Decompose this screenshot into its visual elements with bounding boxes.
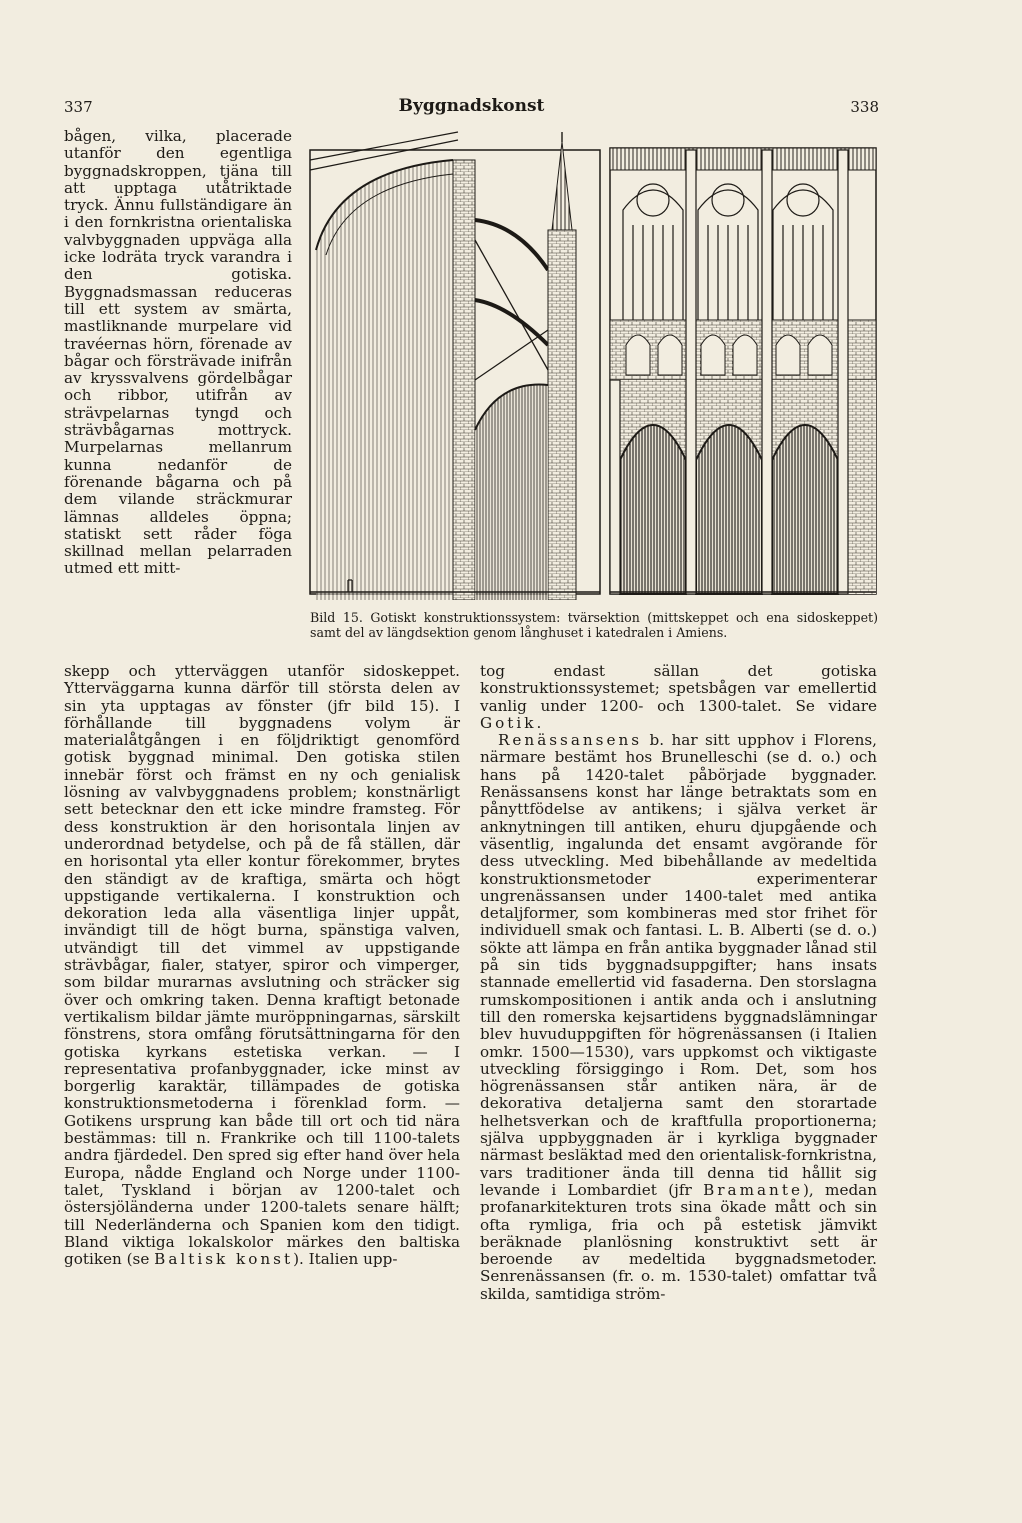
left-column <box>64 663 460 1268</box>
figure-caption: Bild 15. Gotiskt konstruktionssystem: tvärsektion (mittskeppet och ena sidoskeppet) samt del av längdsektion genom långhuset i katedralen i Amiens. <box>310 610 878 640</box>
term-renassansens: Renässansens <box>498 731 643 750</box>
page-number-left: 337 <box>64 98 93 116</box>
intro-paragraph: bågen, vilka, placerade utanför den egentliga byggnadskroppen, tjäna till att upptaga utåtriktade tryck. Ännu fullständigare än i den fornkristna orientaliska valvbyggnaden uppväga alla icke lodräta tryck varandra i den gotiska. Byggnadsmassan reduceras till ett system av smärta, mastliknande murpelare vid travéernas hörn, förenade av bågar och försträvade inifrån av kryssvalvens gördelbågar och ribbor, utifrån av strävpelarnas tyngd och strävbågarnas mottryck. Murpelarnas mellanrum kunna nedanför de förenande bågarna och på dem vilande sträckmurar lämnas alldeles öppna; statiskt sett råder föga skillnad mellan pelarraden utmed ett mitt- <box>64 127 292 578</box>
cross-reference-baltisk-konst[interactable]: Baltisk konst <box>154 1250 294 1269</box>
right-paragraph-2 <box>480 732 877 1303</box>
right-column <box>480 663 877 1303</box>
right-text-1: tog endast sällan det gotiska konstruktionssystemet; spetsbågen var emellertid vanlig under 1200- och 1300-talet. Se vidare <box>480 662 877 715</box>
intro-column <box>64 128 292 578</box>
right-text-2-end: ), medan profanarkitekturen trots sina ökade mått och sin ofta rymliga, fria och på estetisk jämvikt beräknade planlösning konstruktivt sett är beroende av medeltida byggnadsmetoder. Senrenässansen (fr. o. m. 1530-talet) omfattar två skilda, samtidiga ström- <box>480 1180 877 1303</box>
longitudinal-section <box>610 148 876 594</box>
running-title: Byggnadskonst <box>398 96 545 116</box>
left-paragraph <box>64 663 460 1268</box>
page-header <box>64 98 879 122</box>
right-text-1-end: . <box>536 713 542 732</box>
left-text: skepp och ytterväggen utanför sidoskeppet. Ytterväggarna kunna därför till största delen av sin yta upptagas av fönster (jfr bild 15). I förhållande till byggnadens volym är materialåtgången i en följdriktigt genomförd gotisk byggnad minimal. Den gotiska stilen innebär först och främst en ny och genialisk lösning av valvbyggnadens problem; konstnärligt sett betecknar den ett icke mindre framsteg. För dess konstruktion är den horisontala linjen av underordnad betydelse, och på de få ställen, där en horisontal yta eller kontur förekommer, brytes den ständigt av de kraftiga, smärta och högt uppstigande vertikalerna. I konstruktion och dekoration leda alla väsentliga linjer uppåt, invändigt till de högt burna, spänstiga valven, utvändigt till det vimmel av uppstigande strävbågar, fialer, statyer, spiror och vimperger, som bildar murarnas avslutning och sträcker sig över och omkring taken. Denna kraftigt betonade vertikalism bildar jämte muröppningarnas, särskilt fönstrens, stora omfång förutsättningarna för den gotiska kyrkans estetiska verkan. — I representativa profanbyggnader, icke minst av borgerlig karaktär, tillämpades de gotiska konstruktionsmetoderna i förenklad form. — Gotikens ursprung kan både till ort och tid nära bestämmas: till n. Frankrike och till 1100-talets andra fjärdedel. Den spred sig efter hand över hela Europa, nådde England och Norge under 1100-talet, Tyskland i början av 1200-talet och östersjöländerna under 1200-talets senare hälft; till Nederländerna och Spanien kom den tidigt. Bland viktiga lokalskolor märkes den baltiska gotiken (se <box>64 662 461 1269</box>
right-paragraph-1 <box>480 663 877 732</box>
right-text-2: b. har sitt upphov i Florens, närmare bestämt hos Brunelleschi (se d. o.) och hans på 1420-talet påbörjade byggnader. Renässansens konst har länge betraktats som en pånyttfödelse av antikens; i själva verket är anknytningen till antiken, ehuru djupgående och väsentlig, ingalunda det ensamt avgörande för dess utveckling. Med bibehållande av medeltida konstruktionsmetoder experimenterar ungrenässansen under 1400-talet med antika detaljformer, som kombineras med stor frihet för individuell smak och fantasi. L. B. Alberti (se d. o.) sökte att lämpa en från antika byggnader lånad stil på sin tids byggnadsuppgifter; hans insats stannade emellertid vid fasaderna. Den storslagna rumskompositionen i antik anda och i anslutning till den romerska kejsartidens byggnadslämningar blev huvuduppgiften för högrenässansen (i Italien omkr. 1500—1530), vars uppkomst och viktigaste utveckling försiggingo i Rom. Det, som hos högrenässansen står antiken nära, är de dekorativa detaljerna samt den storartade helhetsverkan och de kraftfulla proportionerna; själva uppbyggnaden är i kyrkliga byggnader närmast besläktad med den orientalisk-fornkristna, vars traditioner ända till denna tid hållit sig levande i Lombardiet (jfr <box>480 731 877 1199</box>
cross-reference-bramante[interactable]: Bramante <box>703 1180 803 1199</box>
transverse-section <box>310 132 600 600</box>
cross-reference-gotik[interactable]: Gotik <box>480 713 537 732</box>
page-number-right: 338 <box>850 98 879 116</box>
left-text-end: ). Italien upp- <box>293 1250 398 1269</box>
cathedral-section-illustration <box>308 130 878 600</box>
cathedral-figure <box>308 130 878 600</box>
